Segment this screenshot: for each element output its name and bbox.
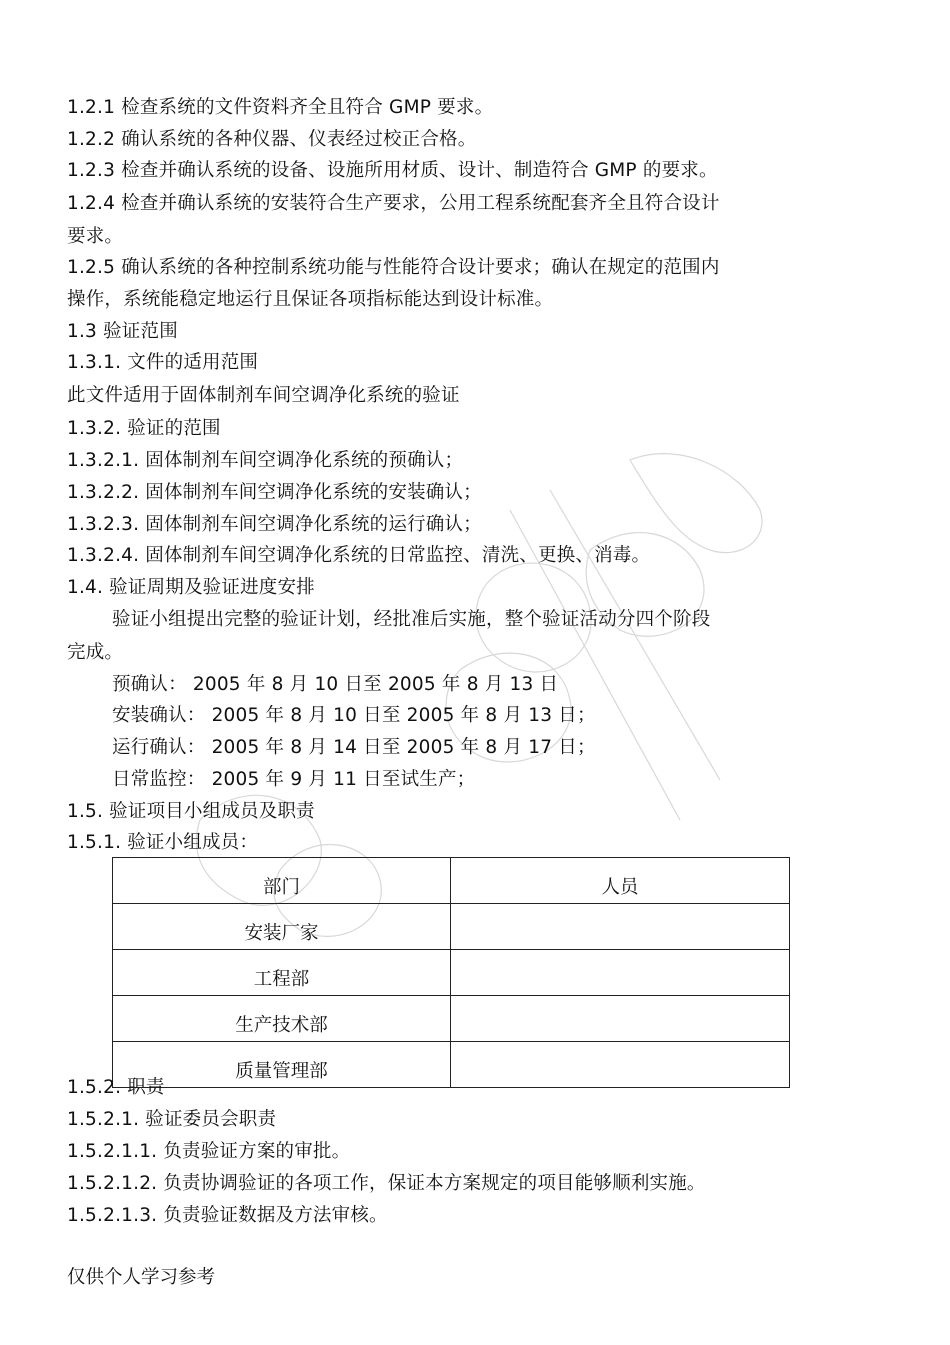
text-line: 1.5.2.1.1. 负责验证方案的审批。 — [67, 1141, 351, 1162]
text-line: 1.5.2.1. 验证委员会职责 — [67, 1109, 277, 1130]
text-line: 1.5.2.1.3. 负责验证数据及方法审核。 — [67, 1205, 388, 1226]
table-row — [113, 904, 790, 950]
table-header-row — [113, 858, 790, 904]
text-line: 1.3.2.2. 固体制剂车间空调净化系统的安装确认； — [67, 482, 482, 503]
header-personnel: 人员 — [451, 858, 790, 904]
text-line: 1.2.5 确认系统的各种控制系统功能与性能符合设计要求；确认在规定的范围内 — [67, 257, 720, 278]
text-line: 预确认： 2005 年 8 月 10 日至 2005 年 8 月 13 日 — [112, 674, 559, 695]
cell-department: 工程部 — [113, 950, 451, 996]
cell-personnel — [451, 996, 790, 1042]
text-line: 完成。 — [67, 642, 124, 663]
text-line: 操作，系统能稳定地运行且保证各项指标能达到设计标准。 — [67, 289, 554, 310]
text-line: 1.4. 验证周期及验证进度安排 — [67, 577, 315, 598]
text-line: 1.2.3 检查并确认系统的设备、设施所用材质、设计、制造符合 GMP 的要求。 — [67, 160, 718, 181]
text-line: 运行确认： 2005 年 8 月 14 日至 2005 年 8 月 17 日； — [112, 737, 596, 758]
cell-personnel — [451, 904, 790, 950]
table-row — [113, 996, 790, 1042]
text-line: 1.5. 验证项目小组成员及职责 — [67, 801, 315, 822]
text-line: 验证小组提出完整的验证计划，经批准后实施，整个验证活动分四个阶段 — [112, 609, 711, 630]
text-line: 1.3 验证范围 — [67, 321, 178, 342]
cell-department: 质量管理部 — [113, 1042, 451, 1088]
text-line: 1.5.2. 职责 — [67, 1077, 165, 1098]
cell-personnel — [451, 950, 790, 996]
text-line: 此文件适用于固体制剂车间空调净化系统的验证 — [67, 385, 460, 406]
text-line: 1.3.2. 验证的范围 — [67, 418, 221, 439]
text-line: 1.2.4 检查并确认系统的安装符合生产要求，公用工程系统配套齐全且符合设计 — [67, 193, 720, 214]
text-line: 1.5.1. 验证小组成员： — [67, 832, 259, 853]
text-line: 要求。 — [67, 226, 124, 247]
cell-department: 生产技术部 — [113, 996, 451, 1042]
text-line: 1.3.2.1. 固体制剂车间空调净化系统的预确认； — [67, 450, 464, 471]
text-line: 安装确认： 2005 年 8 月 10 日至 2005 年 8 月 13 日； — [112, 705, 596, 726]
text-line: 日常监控： 2005 年 9 月 11 日至试生产； — [112, 769, 476, 790]
footer-note: 仅供个人学习参考 — [67, 1267, 216, 1288]
text-line: 1.5.2.1.2. 负责协调验证的各项工作，保证本方案规定的项目能够顺利实施。 — [67, 1173, 706, 1194]
table-row — [113, 1042, 790, 1088]
text-line: 1.2.2 确认系统的各种仪器、仪表经过校正合格。 — [67, 129, 477, 150]
text-line: 1.2.1 检查系统的文件资料齐全且符合 GMP 要求。 — [67, 97, 494, 118]
text-line: 1.3.2.3. 固体制剂车间空调净化系统的运行确认； — [67, 514, 482, 535]
table-row — [113, 950, 790, 996]
text-line: 1.3.2.4. 固体制剂车间空调净化系统的日常监控、清洗、更换、消毒。 — [67, 545, 651, 566]
cell-department: 安装厂家 — [113, 904, 451, 950]
cell-personnel — [451, 1042, 790, 1088]
text-line: 1.3.1. 文件的适用范围 — [67, 352, 259, 373]
members-table — [112, 857, 790, 1088]
header-department: 部门 — [113, 858, 451, 904]
